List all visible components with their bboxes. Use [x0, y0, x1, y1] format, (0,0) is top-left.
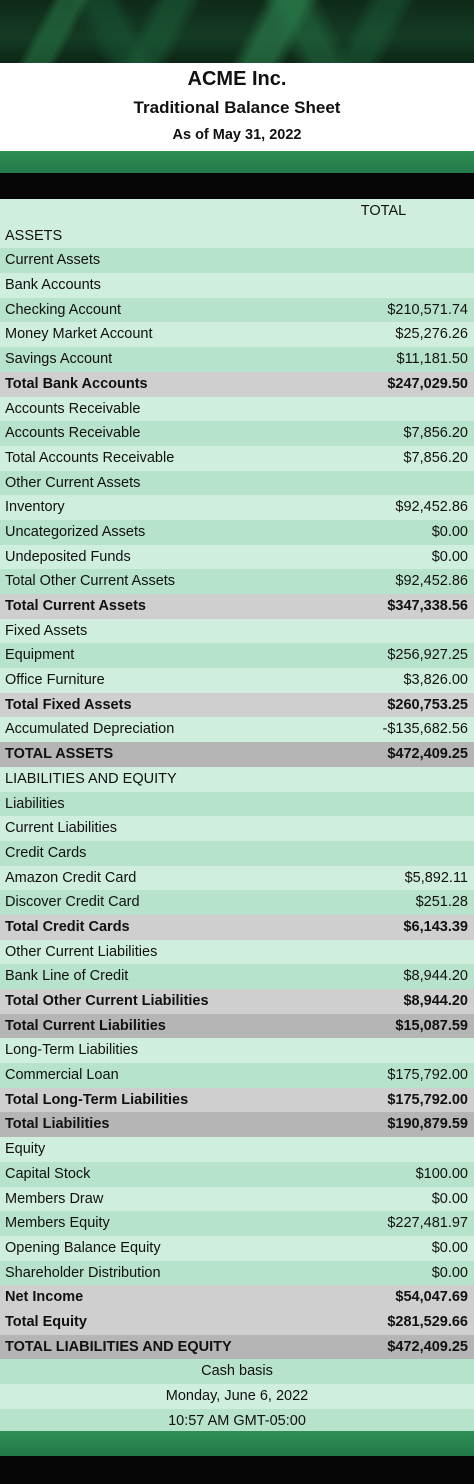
row-amount: $0.00: [431, 1264, 468, 1281]
row-amount: $5,892.11: [404, 869, 468, 886]
row-amount: $6,143.39: [403, 918, 468, 935]
row-label: LIABILITIES AND EQUITY: [5, 770, 177, 787]
table-header-row: [0, 199, 474, 224]
row-amount: $92,452.86: [395, 573, 468, 590]
row-label: Equity: [5, 1141, 46, 1158]
table-row: [0, 866, 474, 891]
table-row: [0, 1063, 474, 1088]
row-amount: $0.00: [431, 1190, 468, 1207]
table-row: [0, 1162, 474, 1187]
table-row: [0, 816, 474, 841]
table-row: [0, 1211, 474, 1236]
row-label: Office Furniture: [5, 672, 105, 689]
row-label: Total Long-Term Liabilities: [5, 1091, 189, 1108]
row-amount: $100.00: [415, 1165, 468, 1182]
row-label: Total Liabilities: [5, 1116, 110, 1133]
row-amount: $11,181.50: [396, 351, 468, 368]
footer-date-row: [0, 1384, 474, 1409]
table-row: [0, 940, 474, 965]
row-label: Net Income: [5, 1289, 84, 1306]
row-label: Other Current Liabilities: [5, 943, 158, 960]
table-row: [0, 397, 474, 422]
table-row: [0, 717, 474, 742]
row-label: Total Fixed Assets: [5, 696, 132, 713]
row-label: Total Current Assets: [5, 598, 146, 614]
footer-time-row: [0, 1409, 474, 1434]
footer-basis-row: [0, 1359, 474, 1384]
table-row: [0, 347, 474, 372]
column-header-total: TOTAL: [360, 203, 407, 219]
row-amount: $210,571.74: [387, 301, 468, 318]
report-header: [0, 63, 474, 151]
row-amount: $15,087.59: [395, 1017, 468, 1034]
row-label: Shareholder Distribution: [5, 1264, 161, 1281]
row-amount: $92,452.86: [395, 499, 468, 516]
row-label: Discover Credit Card: [5, 894, 140, 911]
balance-sheet-table: [0, 199, 474, 1433]
table-row: [0, 1285, 474, 1310]
table-row: [0, 964, 474, 989]
divider-band: [0, 151, 474, 173]
row-label: Fixed Assets: [5, 622, 88, 639]
table-row: [0, 421, 474, 446]
row-label: Capital Stock: [5, 1165, 91, 1182]
decorative-banner: [0, 0, 474, 63]
row-label: Bank Line of Credit: [5, 968, 129, 985]
table-row: [0, 1261, 474, 1286]
row-label: Amazon Credit Card: [5, 869, 137, 886]
row-amount: $190,879.59: [387, 1116, 468, 1133]
table-row: [0, 643, 474, 668]
row-label: Current Assets: [5, 252, 101, 269]
table-row: [0, 890, 474, 915]
table-row: [0, 693, 474, 718]
table-row: [0, 1088, 474, 1113]
table-row: [0, 619, 474, 644]
row-label: Total Current Liabilities: [5, 1017, 166, 1034]
row-label: Uncategorized Assets: [5, 523, 146, 540]
row-label: Total Equity: [5, 1313, 87, 1330]
table-row: [0, 767, 474, 792]
row-amount: $472,409.25: [387, 1338, 468, 1355]
table-row: [0, 273, 474, 298]
row-label: Checking Account: [5, 301, 122, 318]
row-label: Money Market Account: [5, 326, 153, 343]
row-amount: $7,856.20: [403, 425, 468, 442]
footer-date: Monday, June 6, 2022: [165, 1388, 309, 1404]
row-label: Other Current Assets: [5, 474, 141, 491]
table-row: [0, 1038, 474, 1063]
row-label: Long-Term Liabilities: [5, 1042, 138, 1059]
row-label: Accounts Receivable: [5, 400, 141, 417]
row-label: Total Credit Cards: [5, 918, 130, 935]
row-label: Total Bank Accounts: [5, 375, 148, 392]
table-row: [0, 1137, 474, 1162]
row-label: Total Accounts Receivable: [5, 449, 175, 466]
row-amount: $8,944.20: [403, 968, 468, 985]
row-label: Total Other Current Liabilities: [5, 993, 209, 1009]
row-amount: $8,944.20: [403, 993, 468, 1009]
table-row: [0, 520, 474, 545]
row-label: Members Draw: [5, 1190, 104, 1207]
row-amount: $347,338.56: [387, 598, 468, 614]
row-amount: $472,409.25: [387, 746, 468, 763]
table-row: [0, 248, 474, 273]
row-amount: $247,029.50: [387, 375, 468, 392]
row-amount: -$135,682.56: [382, 721, 468, 738]
row-amount: $0.00: [431, 523, 468, 540]
report-date: As of May 31, 2022: [172, 127, 302, 143]
row-amount: $25,276.26: [395, 326, 468, 343]
row-amount: $3,826.00: [403, 672, 468, 689]
table-row: [0, 495, 474, 520]
table-row: [0, 1187, 474, 1212]
table-row: [0, 668, 474, 693]
row-amount: $227,481.97: [387, 1215, 468, 1232]
row-amount: $251.28: [415, 894, 468, 911]
row-label: Inventory: [5, 499, 65, 516]
footer-time: 10:57 AM GMT-05:00: [168, 1412, 306, 1429]
row-label: Total Other Current Assets: [5, 573, 176, 590]
table-row: [0, 915, 474, 940]
row-label: Current Liabilities: [5, 820, 118, 837]
table-row: [0, 1236, 474, 1261]
table-body: [0, 224, 474, 1360]
table-row: [0, 841, 474, 866]
table-row: [0, 1014, 474, 1039]
divider-band: [0, 1456, 474, 1484]
row-label: Accounts Receivable: [5, 425, 141, 442]
table-row: [0, 1335, 474, 1360]
table-row: [0, 298, 474, 323]
row-label: TOTAL ASSETS: [5, 746, 114, 763]
row-label: ASSETS: [5, 227, 63, 244]
table-row: [0, 446, 474, 471]
row-label: Opening Balance Equity: [5, 1239, 161, 1256]
table-row: [0, 1112, 474, 1137]
table-row: [0, 989, 474, 1014]
table-row: [0, 224, 474, 249]
row-amount: $175,792.00: [387, 1091, 468, 1108]
row-amount: $175,792.00: [387, 1067, 468, 1084]
row-amount: $7,856.20: [403, 449, 468, 466]
table-row: [0, 545, 474, 570]
table-row: [0, 742, 474, 767]
footer-basis: Cash basis: [201, 1363, 273, 1380]
row-label: Commercial Loan: [5, 1067, 119, 1084]
report-title: Traditional Balance Sheet: [133, 98, 341, 117]
table-row: [0, 594, 474, 619]
row-amount: $260,753.25: [387, 696, 468, 713]
row-label: Accumulated Depreciation: [5, 721, 175, 738]
row-amount: $256,927.25: [387, 647, 468, 664]
table-row: [0, 322, 474, 347]
row-label: Equipment: [5, 647, 75, 664]
company-name: ACME Inc.: [187, 68, 287, 90]
row-label: Bank Accounts: [5, 277, 101, 294]
table-row: [0, 372, 474, 397]
row-amount: $281,529.66: [387, 1313, 468, 1330]
row-label: Liabilities: [5, 795, 65, 812]
row-label: Members Equity: [5, 1215, 110, 1232]
row-label: Undeposited Funds: [5, 548, 131, 565]
row-label: TOTAL LIABILITIES AND EQUITY: [5, 1338, 232, 1355]
table-row: [0, 569, 474, 594]
row-amount: $54,047.69: [395, 1289, 468, 1306]
divider-band: [0, 173, 474, 199]
row-amount: $0.00: [431, 1239, 468, 1256]
row-label: Savings Account: [5, 351, 113, 368]
divider-band: [0, 1431, 474, 1456]
table-row: [0, 1310, 474, 1335]
row-amount: $0.00: [431, 548, 468, 565]
row-label: Credit Cards: [5, 844, 87, 861]
table-row: [0, 471, 474, 496]
table-row: [0, 792, 474, 817]
